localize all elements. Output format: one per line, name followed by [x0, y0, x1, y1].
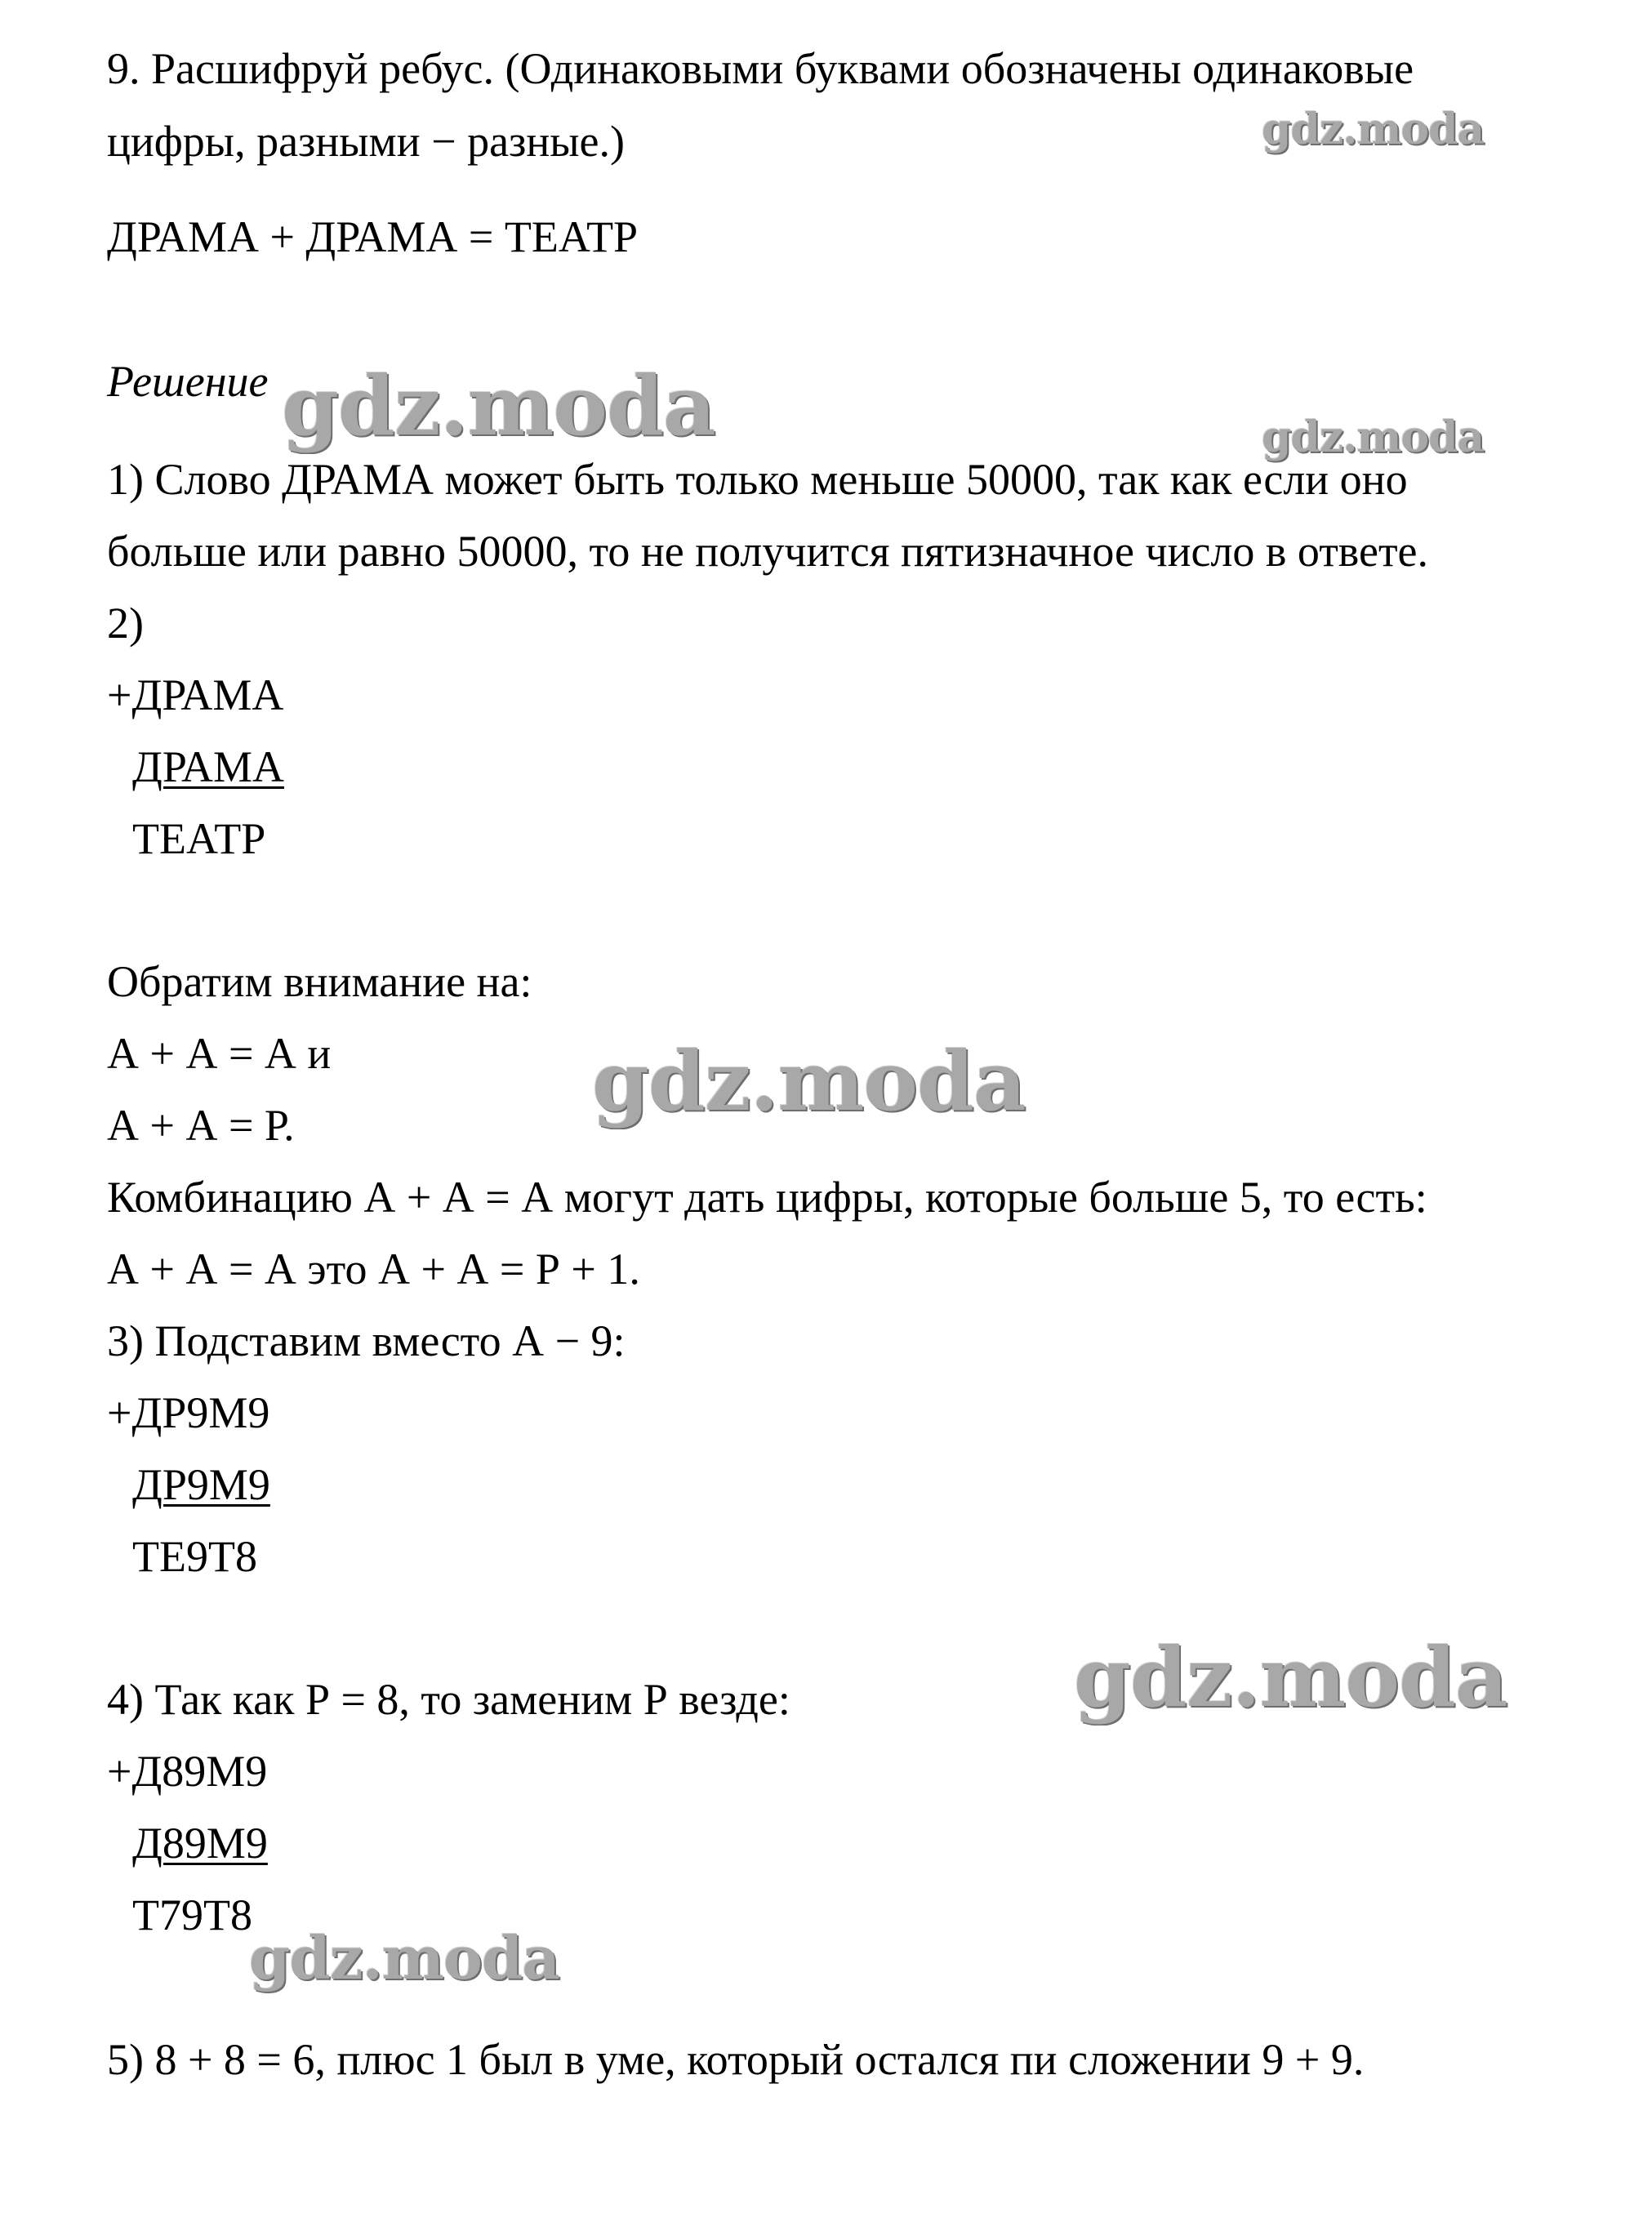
watermark-logo: gdz.moda: [1074, 1629, 1507, 1726]
column-1-row-2: ДРАМА: [132, 742, 284, 791]
step-5-line: 5) 8 + 8 = 6, плюс 1 был в уме, который остался пи сложении 9 + 9.: [107, 2035, 1365, 2084]
watermark-logo: gdz.moda: [282, 358, 715, 454]
watermark-logo: gdz.moda: [1262, 105, 1485, 154]
column-3-row-2: Д89М9: [132, 1819, 268, 1868]
solution-heading: Решение: [107, 357, 269, 406]
note-line-3: Комбинацию А + А = А могут дать цифры, которые больше 5, то есть:: [107, 1173, 1427, 1222]
step-3-label: 3) Подставим вместо А − 9:: [107, 1316, 626, 1365]
column-1-row-3: ТЕАТР: [132, 814, 266, 863]
step-2-label: 2): [107, 599, 144, 648]
task-statement-line-1: 9. Расшифруй ребус. (Одинаковыми буквами обозначены одинаковые: [107, 44, 1414, 93]
watermark-logo: gdz.moda: [1262, 412, 1485, 462]
column-2-row-2: ДР9М9: [132, 1460, 270, 1509]
column-3-row-3: Т79Т8: [132, 1890, 252, 1939]
column-1-row-1: +ДРАМА: [107, 670, 284, 719]
column-2-row-3: ТЕ9Т8: [132, 1532, 257, 1581]
column-2-row-1: +ДР9М9: [107, 1388, 270, 1437]
task-equation: ДРАМА + ДРАМА = ТЕАТР: [107, 212, 639, 261]
note-intro: Обратим внимание на:: [107, 957, 532, 1006]
watermark-logo: gdz.moda: [592, 1033, 1026, 1129]
watermark-logo: gdz.moda: [249, 1923, 559, 1993]
step-1-line-2: больше или равно 50000, то не получится пятизначное число в ответе.: [107, 527, 1429, 576]
note-line-2: А + А = Р.: [107, 1101, 295, 1150]
task-statement-line-2: цифры, разными − разные.): [107, 117, 625, 166]
step-1-line-1: 1) Слово ДРАМА может быть только меньше 50000, так как если оно: [107, 455, 1408, 504]
note-line-4: А + А = А это А + А = Р + 1.: [107, 1245, 640, 1294]
note-line-1: А + А = А и: [107, 1029, 332, 1078]
column-3-row-1: +Д89М9: [107, 1747, 268, 1796]
step-4-label: 4) Так как Р = 8, то заменим Р везде:: [107, 1675, 790, 1724]
